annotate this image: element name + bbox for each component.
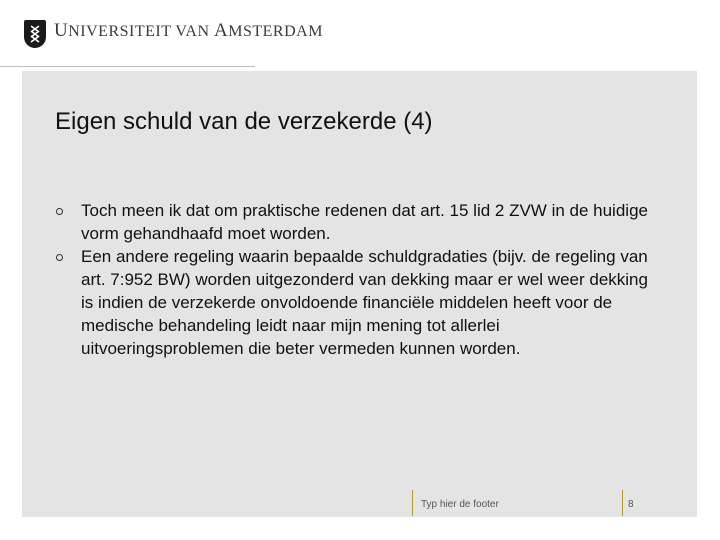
- university-name-initial-2: A: [214, 20, 229, 41]
- university-name: [54, 20, 323, 42]
- bullet-text: Toch meen ik dat om praktische redenen dat art. 15 lid 2 ZVW in de huidige vorm gehandhaafd moet worden.: [81, 201, 648, 243]
- university-name-part-1: NIVERSITEIT VAN: [68, 23, 215, 40]
- footer-text: Typ hier de footer: [421, 499, 499, 510]
- header: [0, 0, 720, 70]
- header-divider: [0, 66, 255, 67]
- slide-title: Eigen schuld van de verzekerde (4): [55, 108, 433, 135]
- footer-divider-right: [622, 490, 623, 516]
- bullet-item: [50, 199, 650, 245]
- bullet-item: [50, 245, 650, 360]
- page-number: 8: [628, 499, 634, 510]
- bullet-list: [50, 199, 650, 360]
- hollow-circle-bullet-icon: [56, 208, 63, 215]
- hollow-circle-bullet-icon: [56, 254, 63, 261]
- footer-divider-left: [412, 490, 413, 516]
- university-name-initial-1: U: [54, 20, 69, 41]
- slide-content-panel: [22, 71, 697, 517]
- amsterdam-crest-icon: [24, 20, 46, 48]
- bullet-text: Een andere regeling waarin bepaalde schuldgradaties (bijv. de regeling van art. 7:952 BW) worden uitgezonderd van dekking maar er wel weer dekking is indien de verzekerde onvoldoende financiële middelen heeft voor de medische behandeling leidt naar mijn mening tot allerlei uitvoeringsproblemen die beter vermeden kunnen worden.: [81, 247, 648, 358]
- university-name-part-2: MSTERDAM: [228, 23, 323, 40]
